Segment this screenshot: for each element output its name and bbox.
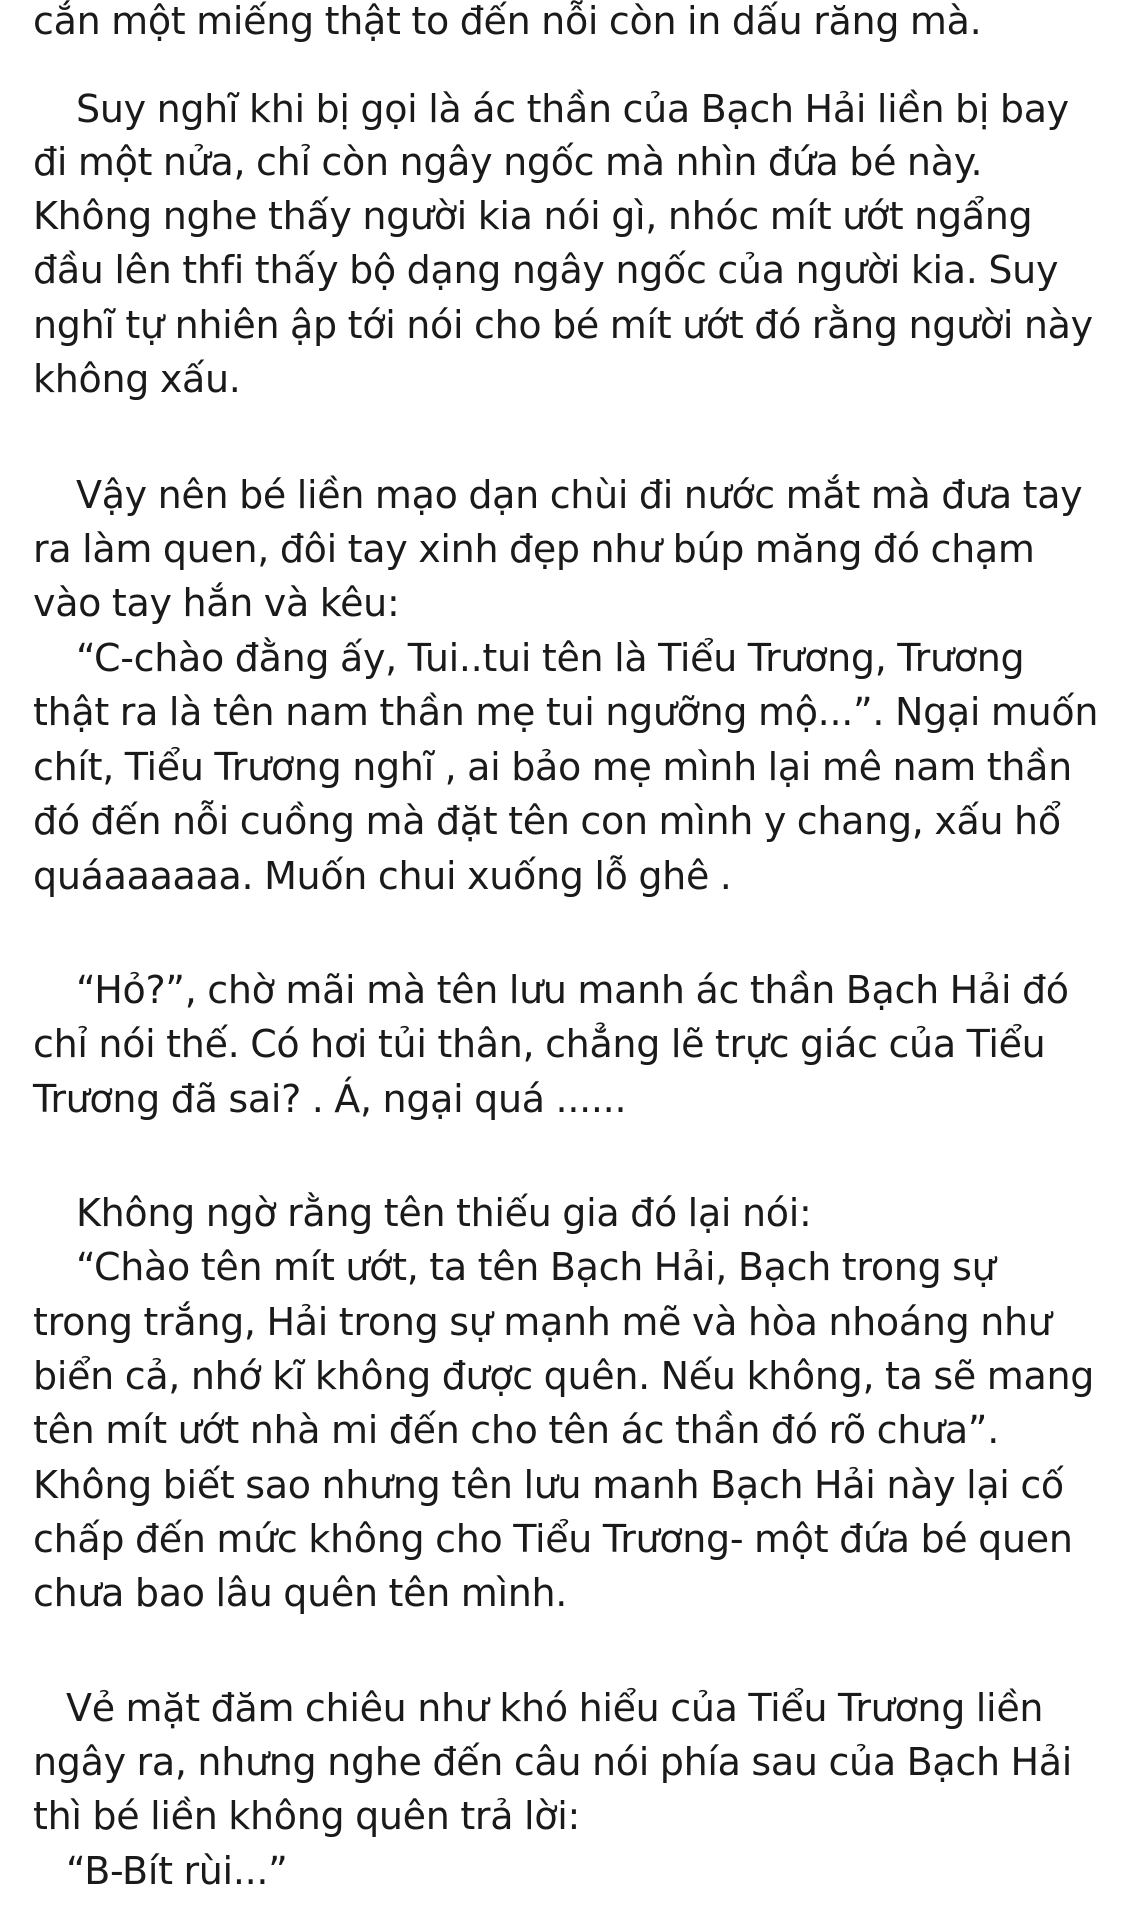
text-line: không xấu. xyxy=(33,357,241,401)
text-line: đi một nửa, chỉ còn ngây ngốc mà nhìn đứa bé này. xyxy=(33,140,983,184)
text-line: Vậy nên bé liền mạo dạn chùi đi nước mắt mà đưa tay xyxy=(76,473,1083,517)
text-line: trong trắng, Hải trong sự mạnh mẽ và hòa nhoáng như xyxy=(33,1300,1052,1344)
text-line: biển cả, nhớ kĩ không được quên. Nếu không, ta sẽ mang xyxy=(33,1354,1095,1398)
text-line: Không nghe thấy người kia nói gì, nhóc mít ướt ngẩng xyxy=(33,194,1033,238)
text-line: “Chào tên mít ướt, ta tên Bạch Hải, Bạch trong sự xyxy=(76,1245,996,1289)
text-line: ra làm quen, đôi tay xinh đẹp như búp măng đó chạm xyxy=(33,527,1035,571)
text-line: Trương đã sai? . Á, ngại quá ...... xyxy=(33,1077,627,1121)
text-line: thì bé liền không quên trả lời: xyxy=(33,1794,580,1838)
text-line: quáaaaaaa. Muốn chui xuống lỗ ghê . xyxy=(33,854,732,898)
text-line: Không biết sao nhưng tên lưu manh Bạch Hải này lại cố xyxy=(33,1463,1064,1507)
text-line: “Hỏ?”, chờ mãi mà tên lưu manh ác thần Bạch Hải đó xyxy=(76,968,1069,1012)
text-line: ngây ra, nhưng nghe đến câu nói phía sau của Bạch Hải xyxy=(33,1740,1073,1784)
text-line: thật ra là tên nam thần mẹ tui ngưỡng mộ...”. Ngại muốn xyxy=(33,690,1099,734)
text-line: “B-Bít rùi...” xyxy=(66,1849,288,1893)
text-line: chưa bao lâu quên tên mình. xyxy=(33,1571,568,1615)
text-line: nghĩ tự nhiên ập tới nói cho bé mít ướt đó rằng người này xyxy=(33,303,1093,347)
text-line: cắn một miếng thật to đến nỗi còn in dấu răng mà. xyxy=(33,0,982,43)
text-line: vào tay hắn và kêu: xyxy=(33,581,400,625)
text-line: Vẻ mặt đăm chiêu như khó hiểu của Tiểu Trương liền xyxy=(66,1686,1044,1730)
text-line: chấp đến mức không cho Tiểu Trương- một đứa bé quen xyxy=(33,1517,1073,1561)
text-line: “C-chào đằng ấy, Tui..tui tên là Tiểu Trương, Trương xyxy=(76,636,1025,680)
text-line: đầu lên thfi thấy bộ dạng ngây ngốc của người kia. Suy xyxy=(33,248,1059,292)
text-line: Không ngờ rằng tên thiếu gia đó lại nói: xyxy=(76,1191,812,1235)
text-line: tên mít ướt nhà mi đến cho tên ác thần đó rõ chưa”. xyxy=(33,1408,999,1452)
text-line: chỉ nói thế. Có hơi tủi thân, chẳng lẽ trực giác của Tiểu xyxy=(33,1022,1046,1066)
text-line: đó đến nỗi cuồng mà đặt tên con mình y chang, xấu hổ xyxy=(33,799,1061,843)
text-line: chít, Tiểu Trương nghĩ , ai bảo mẹ mình lại mê nam thần xyxy=(33,745,1072,789)
text-line: Suy nghĩ khi bị gọi là ác thần của Bạch Hải liền bị bay xyxy=(76,87,1069,131)
